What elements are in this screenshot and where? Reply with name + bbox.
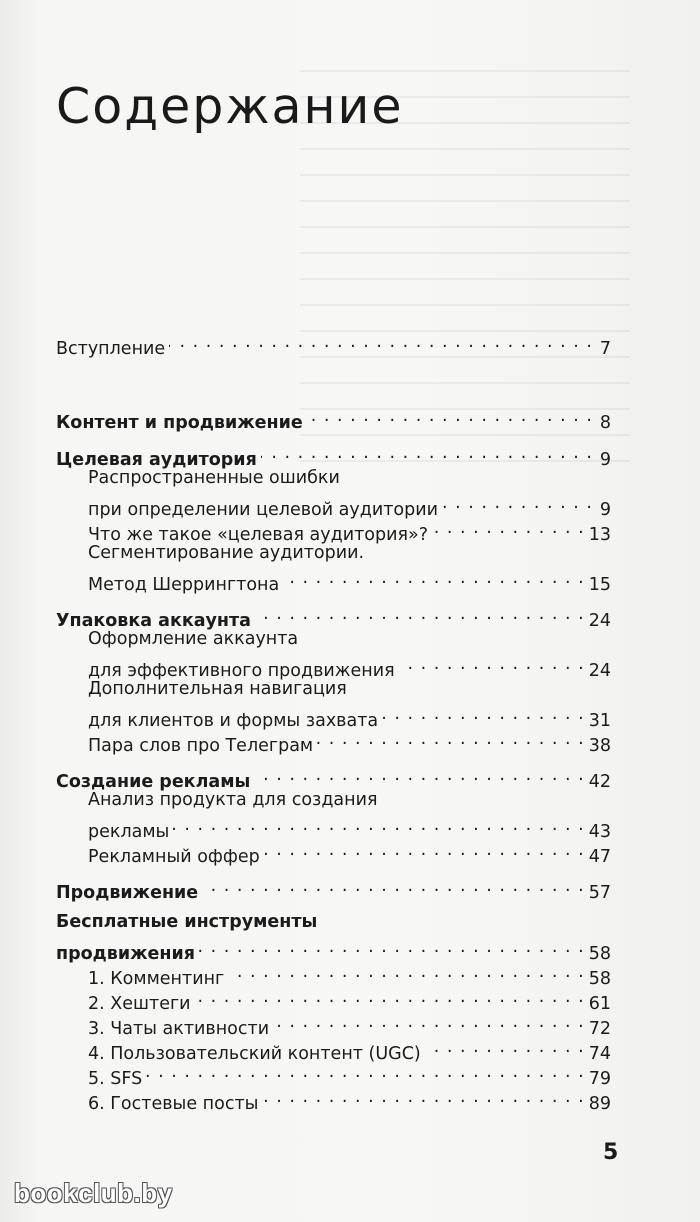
dot-leader xyxy=(195,985,585,1009)
toc-entry-account-telegram xyxy=(88,727,611,758)
toc-page-number: 42 xyxy=(588,772,611,792)
toc-page-number: 9 xyxy=(599,450,611,470)
page-number: 5 xyxy=(603,1140,619,1165)
dot-leader xyxy=(432,516,585,540)
dot-leader xyxy=(283,566,585,590)
toc-entry-label-line: Сегментирование аудитории. xyxy=(88,543,365,563)
toc-page-number: 24 xyxy=(588,611,611,631)
toc-entry-label: Вступление xyxy=(56,339,166,359)
dot-leader xyxy=(146,1060,584,1084)
toc-page-number: 43 xyxy=(588,822,611,842)
dot-leader xyxy=(317,727,585,751)
dot-leader xyxy=(442,491,593,515)
dot-leader xyxy=(173,813,584,837)
page-title: Содержание xyxy=(56,78,404,135)
toc-section-label: Контент и продвижение xyxy=(56,413,303,433)
toc-entry-label: 6. Гостевые посты xyxy=(88,1094,259,1114)
toc-section-label: продвижения xyxy=(56,944,195,964)
toc-entry-tool xyxy=(88,1085,611,1116)
dot-leader xyxy=(261,441,593,465)
toc-entry-intro xyxy=(56,330,611,361)
toc-section-label: Упаковка аккаунта xyxy=(56,611,251,631)
toc-entry-label: для эффективного продвижения xyxy=(88,661,395,681)
toc-entry-label: при определении целевой аудитории xyxy=(88,500,438,520)
toc-page-number: 31 xyxy=(588,711,611,731)
toc-entry-label-line: Дополнительная навигация xyxy=(88,679,347,699)
toc-section-label: Целевая аудитория xyxy=(56,450,257,470)
toc-entry-label: рекламы xyxy=(88,822,170,842)
toc-entry-label: 5. SFS xyxy=(88,1069,143,1089)
toc-page-number: 72 xyxy=(588,1019,611,1039)
toc-page-number: 8 xyxy=(599,413,611,433)
toc-entry-label: Метод Шеррингтона xyxy=(88,575,280,595)
toc-entry-audience-segmentation xyxy=(88,566,611,597)
dot-leader xyxy=(382,702,585,726)
toc-page-number: 58 xyxy=(588,969,611,989)
toc-page-number: 89 xyxy=(588,1094,611,1114)
dot-leader xyxy=(169,330,593,354)
toc-entry-label: для клиентов и формы захвата xyxy=(88,711,379,731)
toc-entry-label: 2. Хештеги xyxy=(88,994,191,1014)
toc-section-content xyxy=(56,404,611,435)
watermark: bookclub.by xyxy=(14,1178,173,1208)
toc-page-number: 57 xyxy=(588,883,611,903)
toc-page-number: 9 xyxy=(599,500,611,520)
toc-entry-label: 1. Комментинг xyxy=(88,969,225,989)
dot-leader xyxy=(199,935,585,959)
toc-page-number: 13 xyxy=(588,525,611,545)
toc-page-number: 61 xyxy=(588,994,611,1014)
toc-section-label-line: Бесплатные инструменты xyxy=(56,912,318,932)
toc-page-number: 38 xyxy=(588,736,611,756)
toc-page-number: 58 xyxy=(588,944,611,964)
dot-leader xyxy=(399,652,585,676)
toc-page-number: 7 xyxy=(599,339,611,359)
toc-page-number: 74 xyxy=(588,1044,611,1064)
toc-section-promotion xyxy=(56,874,611,905)
dot-leader xyxy=(307,404,593,428)
dot-leader xyxy=(202,874,585,898)
toc-page-number: 79 xyxy=(588,1069,611,1089)
toc-entry-label: Пара слов про Телеграм xyxy=(88,736,314,756)
toc-entry-label: Что же такое «целевая аудитория»? xyxy=(88,525,429,545)
toc-entry-label: 4. Пользовательский контент (UGC) xyxy=(88,1044,421,1064)
toc-entry-label: 3. Чаты активности xyxy=(88,1019,270,1039)
toc-entry-label-line: Анализ продукта для создания xyxy=(88,790,378,810)
dot-leader xyxy=(228,960,585,984)
toc-entry-label: Рекламный оффер xyxy=(88,847,260,867)
toc-entry-label-line: Оформление аккаунта xyxy=(88,629,299,649)
dot-leader xyxy=(254,763,584,787)
dot-leader xyxy=(262,1085,584,1109)
dot-leader xyxy=(425,1035,585,1059)
toc-section-label: Продвижение xyxy=(56,883,199,903)
toc-section-label: Создание рекламы xyxy=(56,772,251,792)
dot-leader xyxy=(264,838,585,862)
toc-page-number: 47 xyxy=(588,847,611,867)
dot-leader xyxy=(273,1010,585,1034)
dot-leader xyxy=(255,602,585,626)
toc-entry-label-line: Распространенные ошибки xyxy=(88,468,340,488)
toc-entry-ads-offer xyxy=(88,838,611,869)
toc-page-number: 24 xyxy=(588,661,611,681)
toc-page-number: 15 xyxy=(588,575,611,595)
